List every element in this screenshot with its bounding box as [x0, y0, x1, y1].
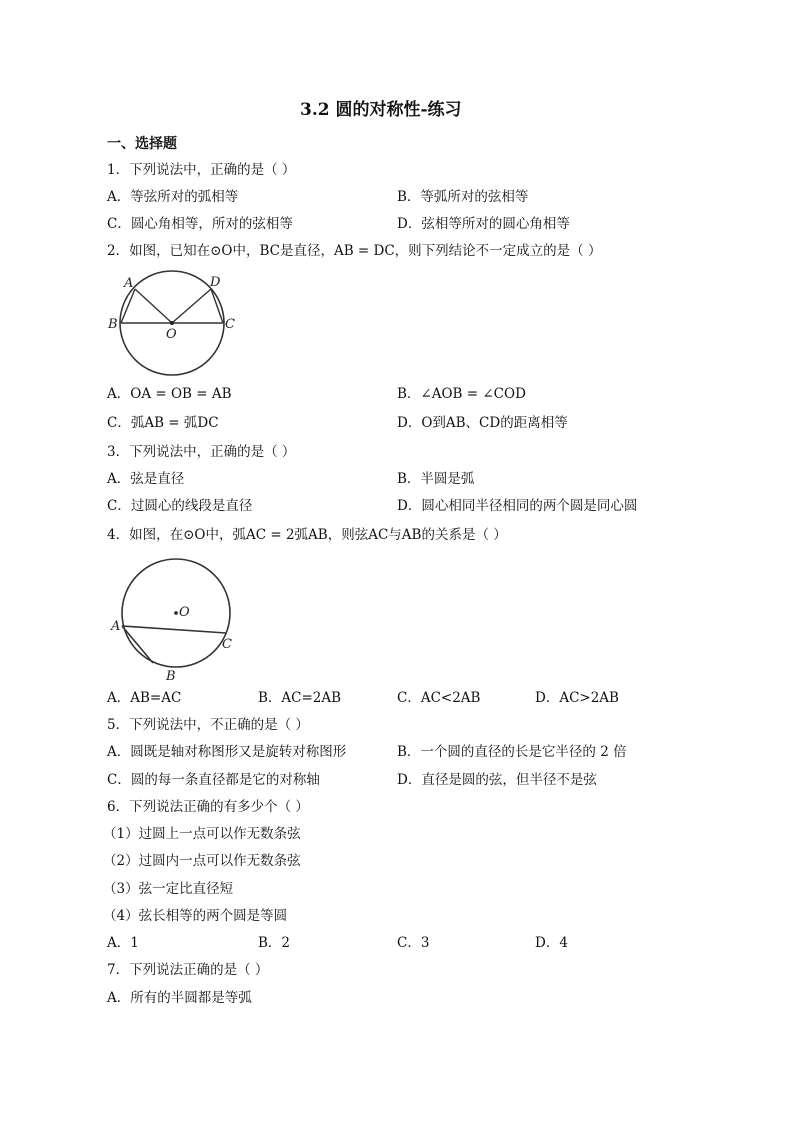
q6-option-a: A．1 — [107, 935, 139, 951]
q4-fig-label-c: C — [222, 637, 232, 652]
q4-option-d: D．AC>2AB — [535, 690, 619, 706]
q5-stem: 5．下列说法中，不正确的是（ ） — [107, 717, 309, 733]
q1-stem: 1．下列说法中，正确的是（ ） — [107, 162, 296, 178]
q3-option-c: C．过圆心的线段是直径 — [107, 498, 253, 514]
q3-option-a: A．弦是直径 — [107, 471, 185, 487]
q2-option-c: C．弧AB = 弧DC — [107, 415, 219, 431]
q6-item-4: （4）弦长相等的两个圆是等圆 — [103, 908, 288, 924]
q4-option-c: C．AC<2AB — [397, 690, 481, 706]
q2-option-a: A．OA = OB = AB — [107, 386, 232, 402]
q2-fig-label-b: B — [108, 317, 118, 332]
q4-circle-figure — [106, 556, 242, 686]
q4-fig-label-a: A — [111, 619, 121, 634]
q6-option-d: D．4 — [535, 935, 568, 951]
q2-option-b: B．∠AOB = ∠COD — [397, 386, 526, 402]
q4-stem: 4．如图，在⊙O中，弧AC = 2弧AB，则弦AC与AB的关系是（ ） — [107, 527, 507, 543]
q2-fig-label-a: A — [124, 276, 134, 291]
q2-fig-label-o: O — [166, 327, 177, 342]
q6-item-2: （2）过圆内一点可以作无数条弦 — [103, 853, 301, 869]
q2-fig-label-c: C — [225, 317, 235, 332]
q4-fig-label-b: B — [166, 669, 176, 684]
q1-option-b: B．等弧所对的弦相等 — [397, 189, 529, 205]
q6-option-c: C．3 — [397, 935, 430, 951]
q4-option-b: B．AC=2AB — [258, 690, 342, 706]
q2-fig-label-d: D — [210, 275, 221, 290]
q7-stem: 7．下列说法正确的是（ ） — [107, 962, 269, 978]
q1-option-c: C．圆心角相等，所对的弦相等 — [107, 216, 293, 232]
q1-option-a: A．等弦所对的弧相等 — [107, 189, 239, 205]
q4-fig-label-o: O — [179, 605, 190, 620]
q5-option-a: A．圆既是轴对称图形又是旋转对称图形 — [107, 744, 347, 760]
q3-stem: 3．下列说法中，正确的是（ ） — [107, 444, 296, 460]
q5-option-c: C．圆的每一条直径都是它的对称轴 — [107, 772, 320, 788]
page-title: 3.2 圆的对称性-练习 — [300, 100, 462, 120]
q4-option-a: A．AB=AC — [107, 690, 182, 706]
q2-circle-figure — [104, 270, 254, 382]
section-heading: 一、选择题 — [107, 136, 177, 152]
q5-option-b: B．一个圆的直径的长是它半径的 2 倍 — [397, 744, 627, 760]
q1-option-d: D．弦相等所对的圆心角相等 — [397, 216, 570, 232]
q6-stem: 6．下列说法正确的有多少个（ ） — [107, 799, 309, 815]
q3-option-d: D．圆心相同半径相同的两个圆是同心圆 — [397, 498, 638, 514]
q7-option-a: A．所有的半圆都是等弧 — [107, 990, 252, 1006]
q2-option-d: D．O到AB、CD的距离相等 — [397, 415, 568, 431]
q6-item-3: （3）弦一定比直径短 — [103, 881, 234, 897]
q5-option-d: D．直径是圆的弦，但半径不是弦 — [397, 772, 597, 788]
q6-item-1: （1）过圆上一点可以作无数条弦 — [103, 826, 301, 842]
q2-stem: 2．如图，已知在⊙O中，BC是直径，AB = DC，则下列结论不一定成立的是（ ） — [107, 243, 602, 259]
q3-option-b: B．半圆是弧 — [397, 471, 475, 487]
q6-option-b: B．2 — [258, 935, 291, 951]
